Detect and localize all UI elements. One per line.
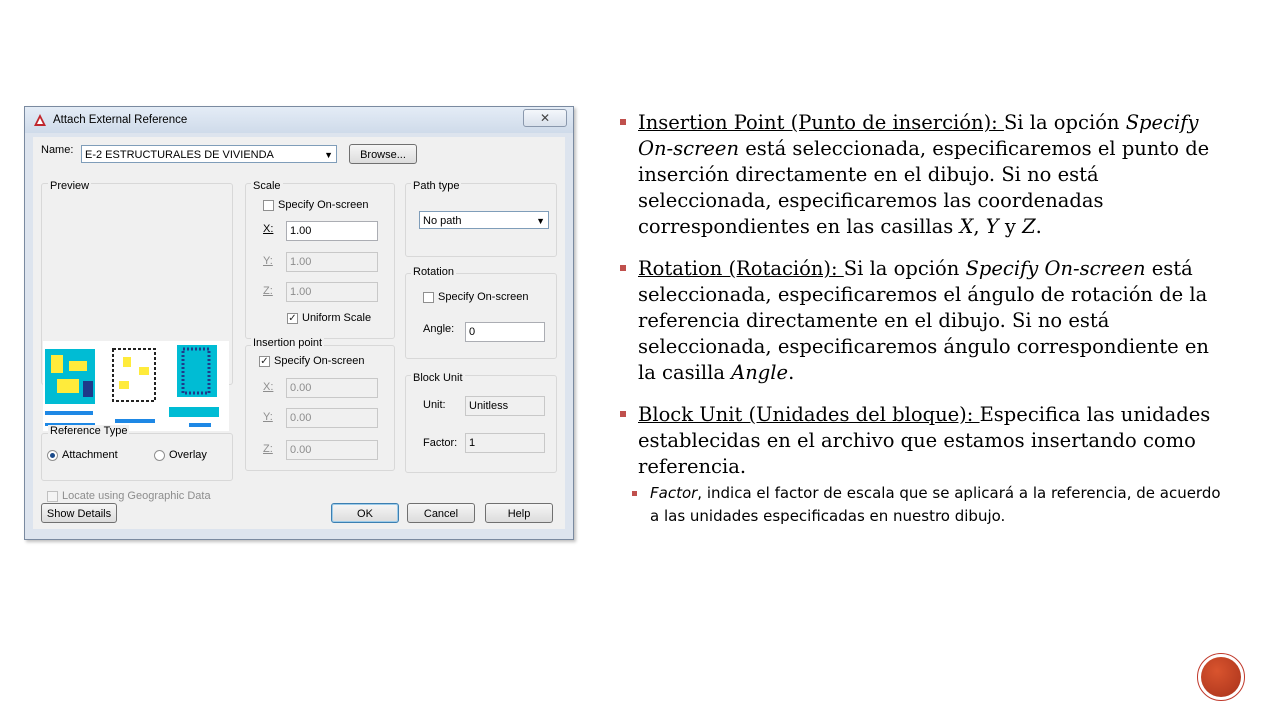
decorative-circle-fill	[1201, 657, 1241, 697]
text-run: Especifica las unidades establecidas en el archivo que estamos insertando como referencia.	[638, 403, 1211, 478]
insertion-x-input[interactable]: 0.00	[286, 378, 378, 398]
text-run: ,	[973, 215, 986, 238]
path-type-dropdown[interactable]	[419, 211, 549, 229]
insertion-label: Insertion point	[253, 337, 323, 349]
text-run: está seleccionada, especificaremos el ángulo de rotación de la referencia directamente en el dibujo. Si no está seleccionada, especificaremos ángulo correspondiente en la casilla	[638, 257, 1209, 384]
cancel-button[interactable]: Cancel	[407, 503, 475, 523]
uniform-scale-checkbox[interactable]: ✓	[288, 313, 297, 324]
text-run: .	[1035, 215, 1042, 238]
path-type-label: Path type	[413, 180, 460, 192]
text-run: .	[788, 361, 795, 384]
scale-x-label: X:	[263, 223, 274, 235]
overlay-radio[interactable]	[154, 450, 165, 461]
bullet-square-icon	[632, 491, 637, 496]
name-dropdown[interactable]	[81, 145, 337, 163]
geo-checkbox[interactable]	[47, 491, 58, 502]
reference-type-label: Reference Type	[50, 425, 128, 437]
italic-term: Z	[1022, 215, 1036, 238]
autocad-app-icon	[33, 113, 47, 127]
attachment-radio[interactable]	[47, 450, 58, 461]
explanation-text	[620, 110, 1230, 528]
attach-xref-dialog	[24, 106, 574, 540]
insertion-y-label: Y:	[263, 411, 273, 423]
scale-specify-checkbox[interactable]	[263, 200, 274, 211]
dialog-title: Attach External Reference	[53, 114, 188, 126]
scale-specify-label: Specify On-screen	[278, 199, 369, 211]
scale-z-input[interactable]: 1.00	[286, 282, 378, 302]
bullet-square-icon	[620, 265, 626, 271]
unit-value: Unitless	[465, 396, 545, 416]
bullet-rotation	[620, 256, 1230, 386]
path-type-value: No path	[423, 215, 462, 227]
bullet-block-unit	[620, 402, 1230, 480]
block-unit-group	[405, 375, 557, 473]
text-run: Si la opción	[1003, 111, 1126, 134]
factor-value: 1	[465, 433, 545, 453]
scale-y-input[interactable]: 1.00	[286, 252, 378, 272]
factor-term: Factor	[650, 484, 698, 502]
sub-bullet-factor	[620, 482, 1230, 528]
factor-description: , indica el factor de escala que se aplicará a la referencia, de acuerdo a las unidades especificadas en nuestro dibujo.	[650, 484, 1221, 525]
insertion-specify-label: Specify On-screen	[274, 355, 365, 367]
insertion-x-label: X:	[263, 381, 274, 393]
name-label: Name:	[41, 144, 74, 156]
chevron-down-icon: ▼	[536, 216, 545, 226]
dialog-body	[33, 137, 565, 529]
floor-plan-1	[45, 349, 95, 426]
ok-button[interactable]: OK	[331, 503, 399, 523]
rotation-specify-label: Specify On-screen	[438, 291, 529, 303]
rotation-specify-checkbox[interactable]	[423, 292, 434, 303]
text-run: está seleccionada, especificaremos el punto de inserción directamente en el dibujo. Si no está seleccionada, especificaremos las coordenadas correspondientes en las casillas	[638, 137, 1210, 238]
scale-z-label: Z:	[263, 285, 273, 297]
browse-button[interactable]: Browse...	[349, 144, 417, 164]
angle-input[interactable]: 0	[465, 322, 545, 342]
scale-y-label: Y:	[263, 255, 273, 267]
preview-label: Preview	[50, 180, 90, 192]
bullet-square-icon	[620, 119, 626, 125]
bullet-square-icon	[620, 411, 626, 417]
italic-term: Y	[985, 215, 999, 238]
scale-x-input[interactable]: 1.00	[286, 221, 378, 241]
angle-label: Angle:	[423, 323, 455, 335]
attachment-label: Attachment	[62, 449, 118, 461]
chevron-down-icon: ▼	[324, 150, 333, 160]
insertion-specify-checkbox[interactable]: ✓	[260, 356, 269, 367]
italic-term: Specify On-screen	[638, 111, 1199, 160]
bullet-insertion-point	[620, 110, 1230, 240]
rotation-group	[405, 273, 557, 359]
close-button[interactable]	[523, 109, 567, 127]
name-value: E-2 ESTRUCTURALES DE VIVIENDA	[85, 149, 274, 161]
insertion-z-input[interactable]: 0.00	[286, 440, 378, 460]
insertion-z-label: Z:	[263, 443, 273, 455]
overlay-label: Overlay	[169, 449, 207, 461]
factor-label: Factor:	[423, 437, 458, 449]
text-run: y	[998, 215, 1023, 238]
dialog-titlebar	[25, 107, 573, 133]
unit-label: Unit:	[423, 399, 446, 411]
italic-term: X	[959, 215, 974, 238]
rotation-label: Rotation	[413, 266, 454, 278]
bullet-heading: Insertion Point (Punto de inserción):	[638, 111, 1004, 134]
close-icon: ✕	[539, 111, 551, 125]
preview-thumbnail	[43, 341, 229, 431]
italic-term: Specify On-screen	[965, 257, 1146, 280]
bullet-heading: Rotation (Rotación):	[638, 257, 844, 280]
help-button[interactable]: Help	[485, 503, 553, 523]
bullet-heading: Block Unit (Unidades del bloque):	[638, 403, 980, 426]
scale-label: Scale	[253, 180, 281, 192]
insertion-y-input[interactable]: 0.00	[286, 408, 378, 428]
italic-term: Angle	[731, 361, 789, 384]
show-details-button[interactable]: Show Details	[41, 503, 117, 523]
geo-label: Locate using Geographic Data	[62, 490, 211, 502]
uniform-scale-label: Uniform Scale	[302, 312, 372, 324]
text-run: Si la opción	[843, 257, 966, 280]
block-unit-label: Block Unit	[413, 372, 463, 384]
